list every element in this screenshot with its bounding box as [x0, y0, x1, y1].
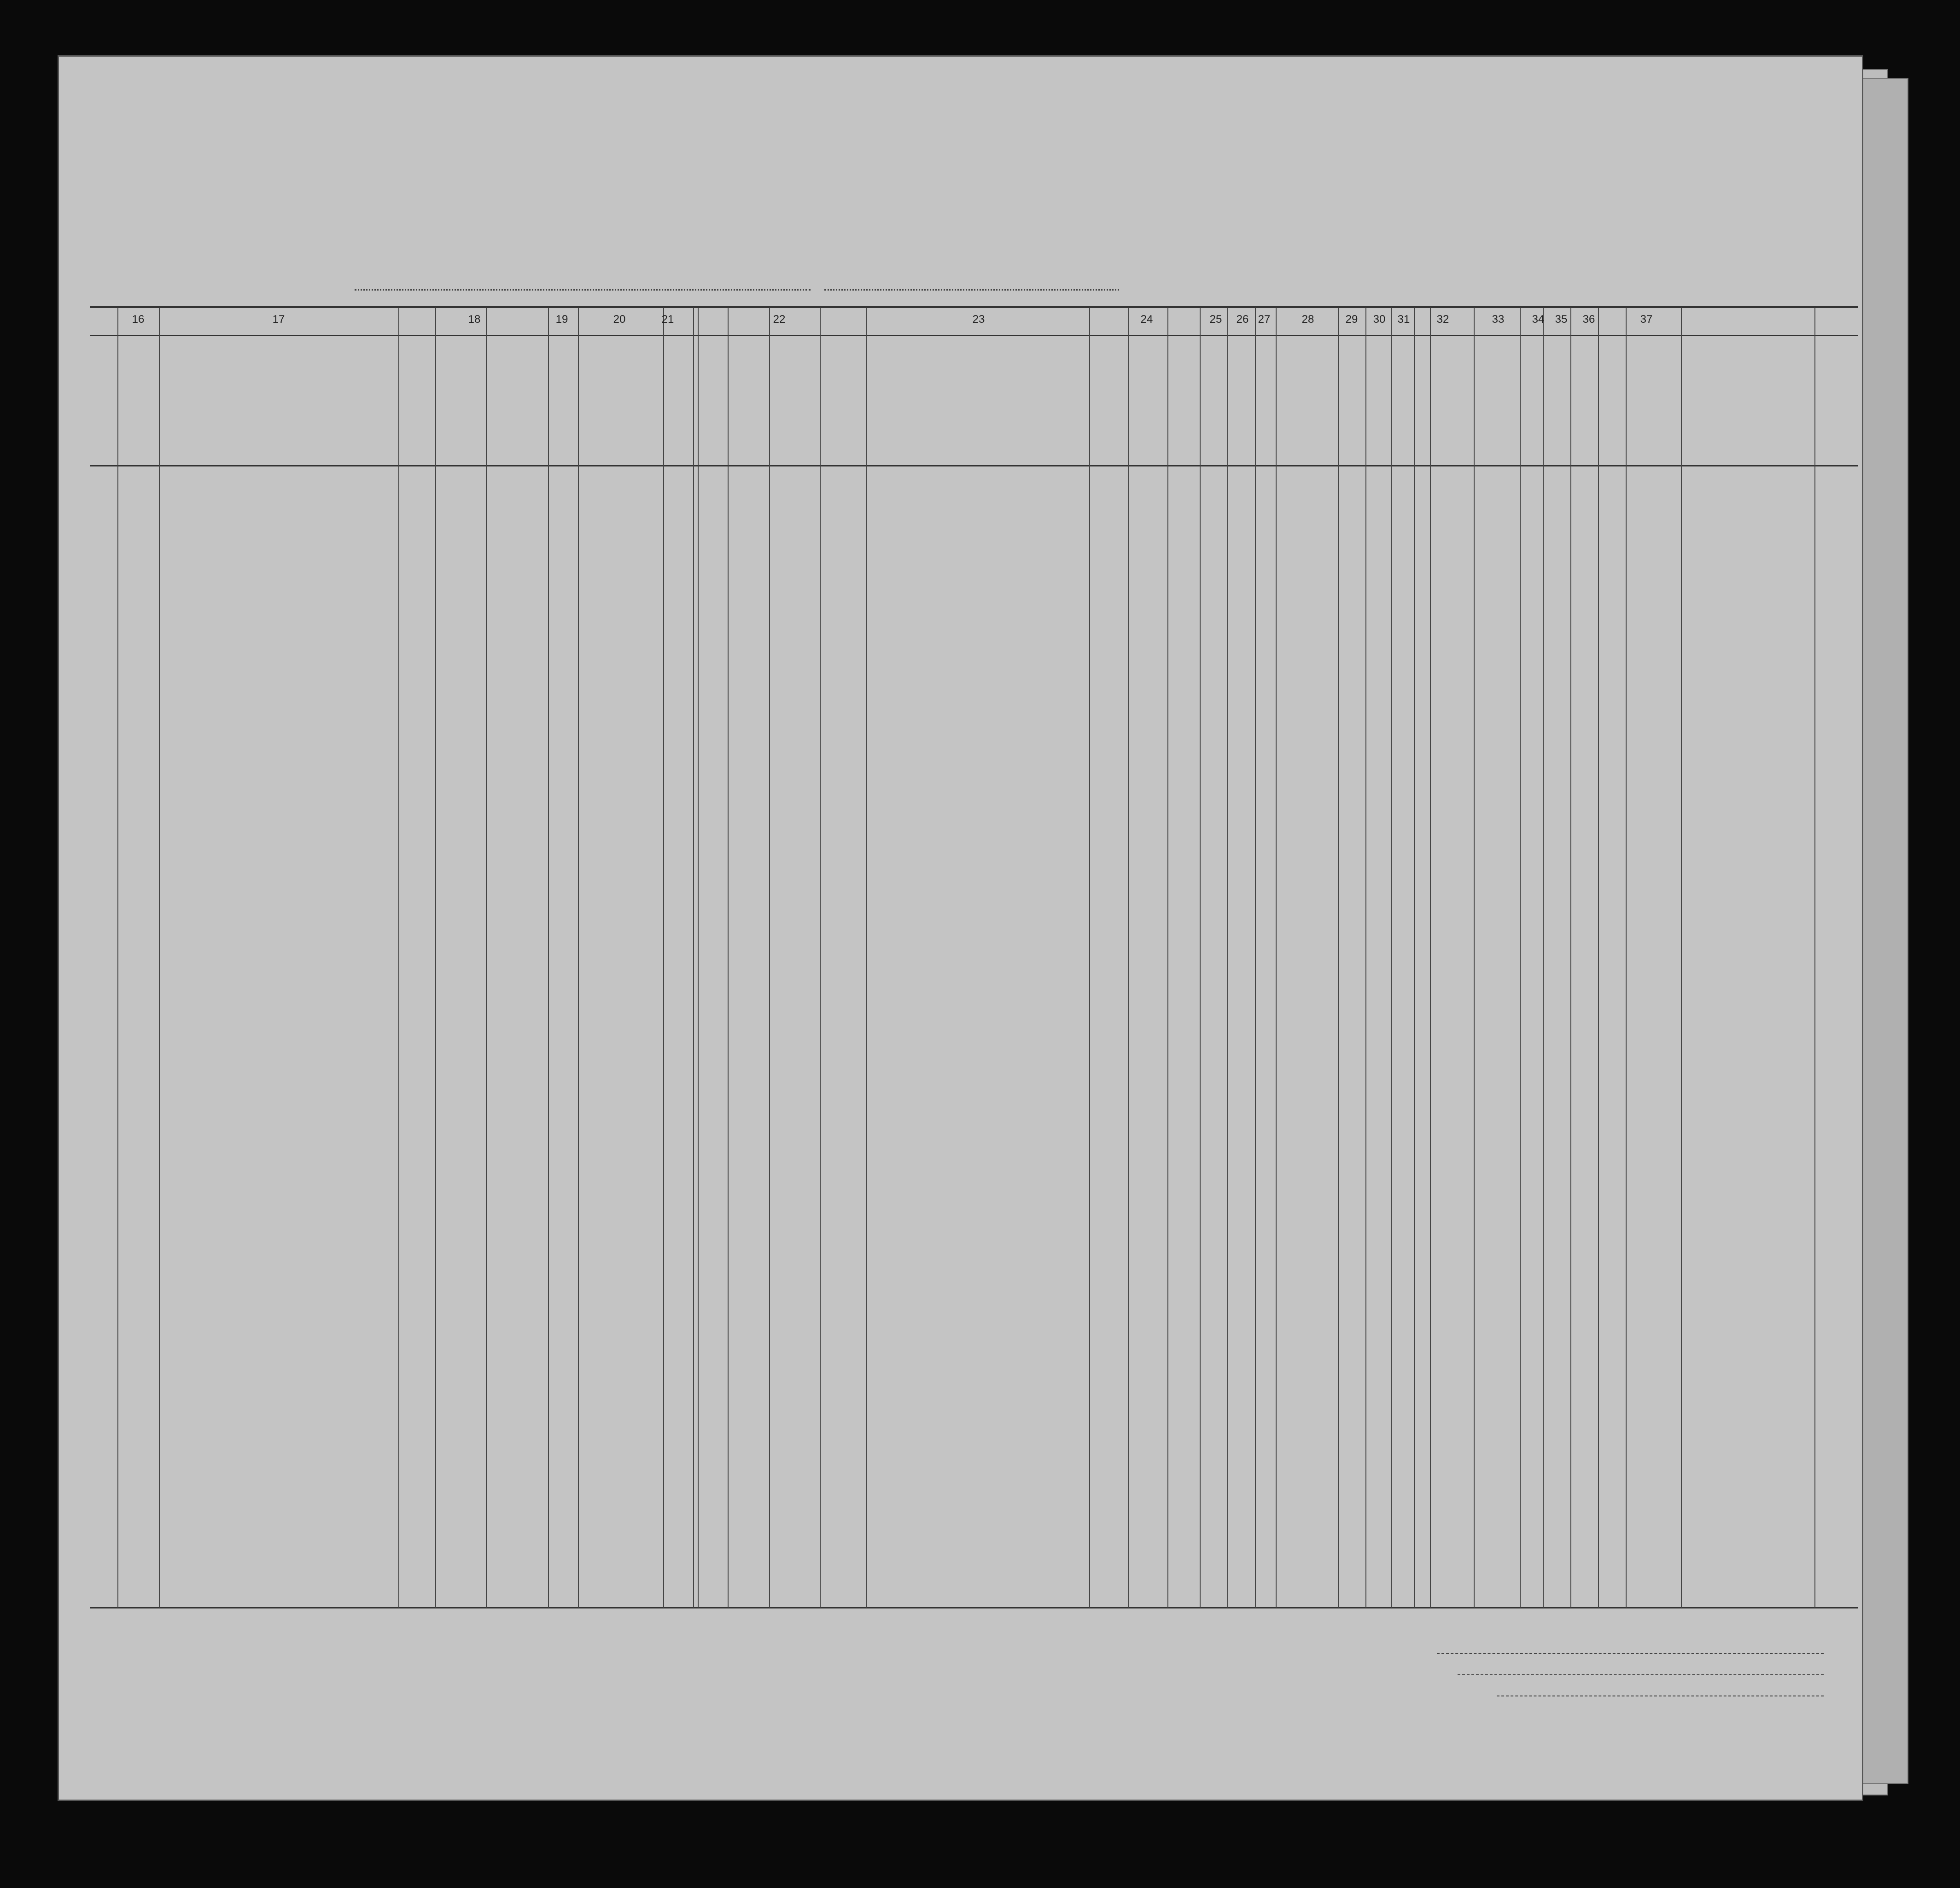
- column-number: 29: [1345, 313, 1358, 326]
- column-rule: [1365, 308, 1366, 1608]
- column-rule: [769, 308, 770, 1608]
- column-number: 30: [1373, 313, 1386, 326]
- column-rule: [578, 308, 579, 1608]
- column-number: 21: [661, 313, 674, 326]
- column-rule: [698, 308, 699, 1608]
- column-rule: [1227, 308, 1228, 1608]
- column-rule: [820, 308, 821, 1608]
- column-rule: [663, 308, 664, 1608]
- column-number: 31: [1397, 313, 1410, 326]
- column-number: 28: [1301, 313, 1314, 326]
- column-number: 20: [613, 313, 626, 326]
- column-rule: [486, 308, 487, 1608]
- column-rule: [728, 308, 729, 1608]
- column-rule: [548, 308, 549, 1608]
- column-rule: [1814, 308, 1815, 1608]
- column-rule: [1414, 308, 1415, 1608]
- column-rule: [1430, 308, 1431, 1608]
- column-number: 26: [1236, 313, 1249, 326]
- column-rule: [1255, 308, 1256, 1608]
- owners-underline: [1458, 1674, 1824, 1675]
- colnum-rule: [90, 335, 1858, 336]
- column-rule: [1681, 308, 1682, 1608]
- column-rule: [398, 308, 399, 1608]
- column-number: 19: [555, 313, 568, 326]
- table-top-rule: [90, 306, 1858, 308]
- column-rule: [1167, 308, 1168, 1608]
- port-underline: [355, 289, 811, 291]
- column-number: 23: [972, 313, 985, 326]
- column-rule: [1543, 308, 1544, 1608]
- column-number: 24: [1140, 313, 1153, 326]
- column-number: 32: [1436, 313, 1449, 326]
- header-bottom-rule: [90, 465, 1858, 466]
- column-rule: [159, 308, 160, 1608]
- column-rule: [1200, 308, 1201, 1608]
- column-rule: [1391, 308, 1392, 1608]
- column-rule: [1626, 308, 1627, 1608]
- date-underline: [824, 289, 1119, 291]
- column-number: 36: [1582, 313, 1595, 326]
- column-number: 27: [1258, 313, 1271, 326]
- column-rule: [1338, 308, 1339, 1608]
- column-number: 22: [773, 313, 786, 326]
- column-number: 33: [1492, 313, 1505, 326]
- column-rule: [866, 308, 867, 1608]
- line-underline: [1437, 1653, 1824, 1654]
- column-rule: [1276, 308, 1277, 1608]
- column-rule: [693, 308, 694, 1608]
- column-number: 16: [132, 313, 145, 326]
- column-rule: [1598, 308, 1599, 1608]
- column-number: 35: [1555, 313, 1568, 326]
- column-rule: [435, 308, 436, 1608]
- column-number: 17: [272, 313, 285, 326]
- column-number: 34: [1532, 313, 1545, 326]
- column-number: 25: [1209, 313, 1222, 326]
- column-rule: [1474, 308, 1475, 1608]
- column-rule: [1089, 308, 1090, 1608]
- table-bottom-rule: [90, 1607, 1858, 1608]
- column-number: 37: [1640, 313, 1653, 326]
- column-rule: [1128, 308, 1129, 1608]
- column-rule: [1570, 308, 1571, 1608]
- column-number: 18: [468, 313, 481, 326]
- column-rule: [117, 308, 118, 1608]
- column-rule: [1520, 308, 1521, 1608]
